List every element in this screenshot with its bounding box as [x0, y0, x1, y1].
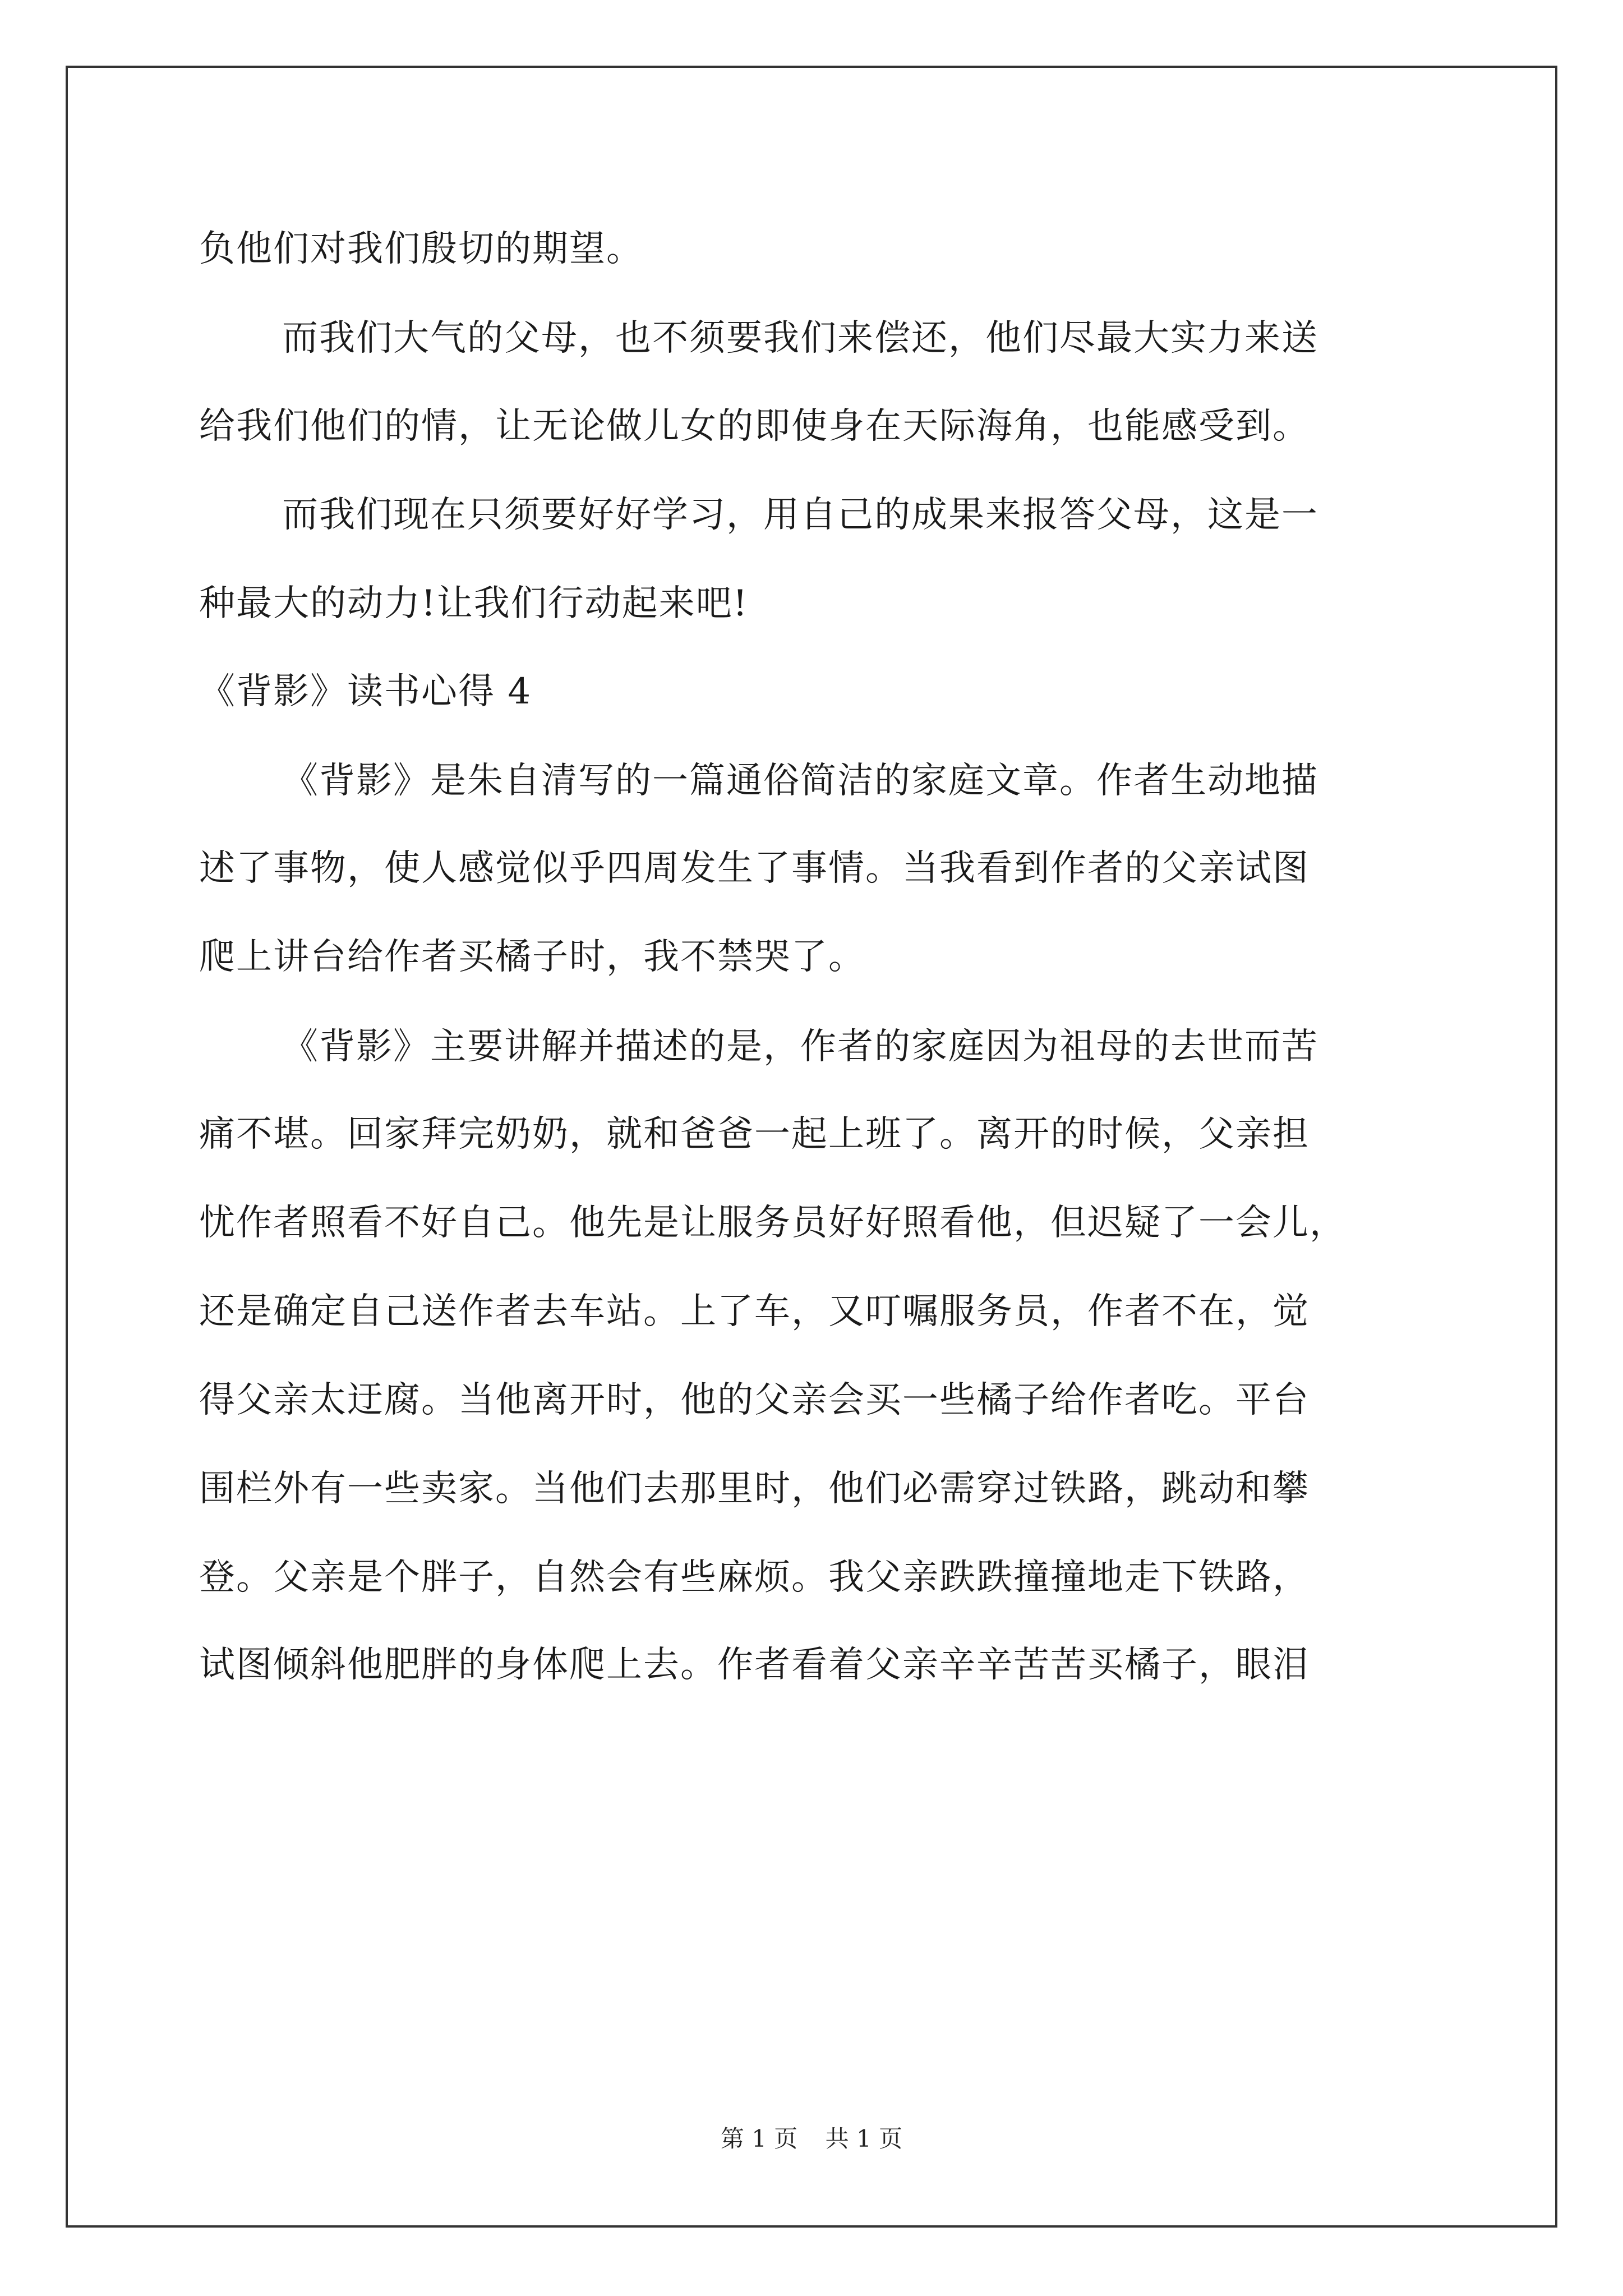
text-line: 爬上讲台给作者买橘子时，我不禁哭了。 — [199, 936, 865, 978]
text-line: 还是确定自己送作者去车站。上了车，又叮嘱服务员，作者不在，觉 — [199, 1291, 1310, 1332]
page-number: 第 1 页 — [720, 2125, 798, 2152]
text-line: 述了事物，使人感觉似乎四周发生了事情。当我看到作者的父亲试图 — [199, 848, 1310, 889]
paragraph-start: 而我们现在只须要好好学习，用自己的成果来报答父母，这是一 — [282, 494, 1318, 536]
text-line: 围栏外有一些卖家。当他们去那里时，他们必需穿过铁路，跳动和攀 — [199, 1468, 1310, 1510]
text-line: 种最大的动力!让我们行动起来吧! — [199, 583, 749, 624]
text-line: 登。父亲是个胖子，自然会有些麻烦。我父亲跌跌撞撞地走下铁路， — [199, 1557, 1310, 1598]
paragraph-start: 《背影》是朱自清写的一篇通俗简洁的家庭文章。作者生动地描 — [282, 760, 1318, 802]
text-line: 忧作者照看不好自己。他先是让服务员好好照看他，但迟疑了一会儿， — [199, 1202, 1347, 1244]
page-footer — [0, 2125, 1623, 2153]
text-line: 得父亲太迂腐。当他离开时，他的父亲会买一些橘子给作者吃。平台 — [199, 1379, 1310, 1421]
paragraph-start: 《背影》主要讲解并描述的是，作者的家庭因为祖母的去世而苦 — [282, 1026, 1318, 1068]
paragraph-start: 而我们大气的父母，也不须要我们来偿还，他们尽最大实力来送 — [282, 318, 1318, 359]
text-line: 负他们对我们殷切的期望。 — [199, 228, 643, 270]
page-total: 共 1 页 — [825, 2125, 903, 2152]
text-line: 痛不堪。回家拜完奶奶，就和爸爸一起上班了。离开的时候，父亲担 — [199, 1114, 1310, 1155]
text-line: 试图倾斜他肥胖的身体爬上去。作者看着父亲辛辛苦苦买橘子，眼泪 — [199, 1644, 1310, 1686]
text-line: 给我们他们的情，让无论做儿女的即使身在天际海角，也能感受到。 — [199, 406, 1310, 447]
section-heading: 《背影》读书心得 4 — [199, 671, 532, 712]
